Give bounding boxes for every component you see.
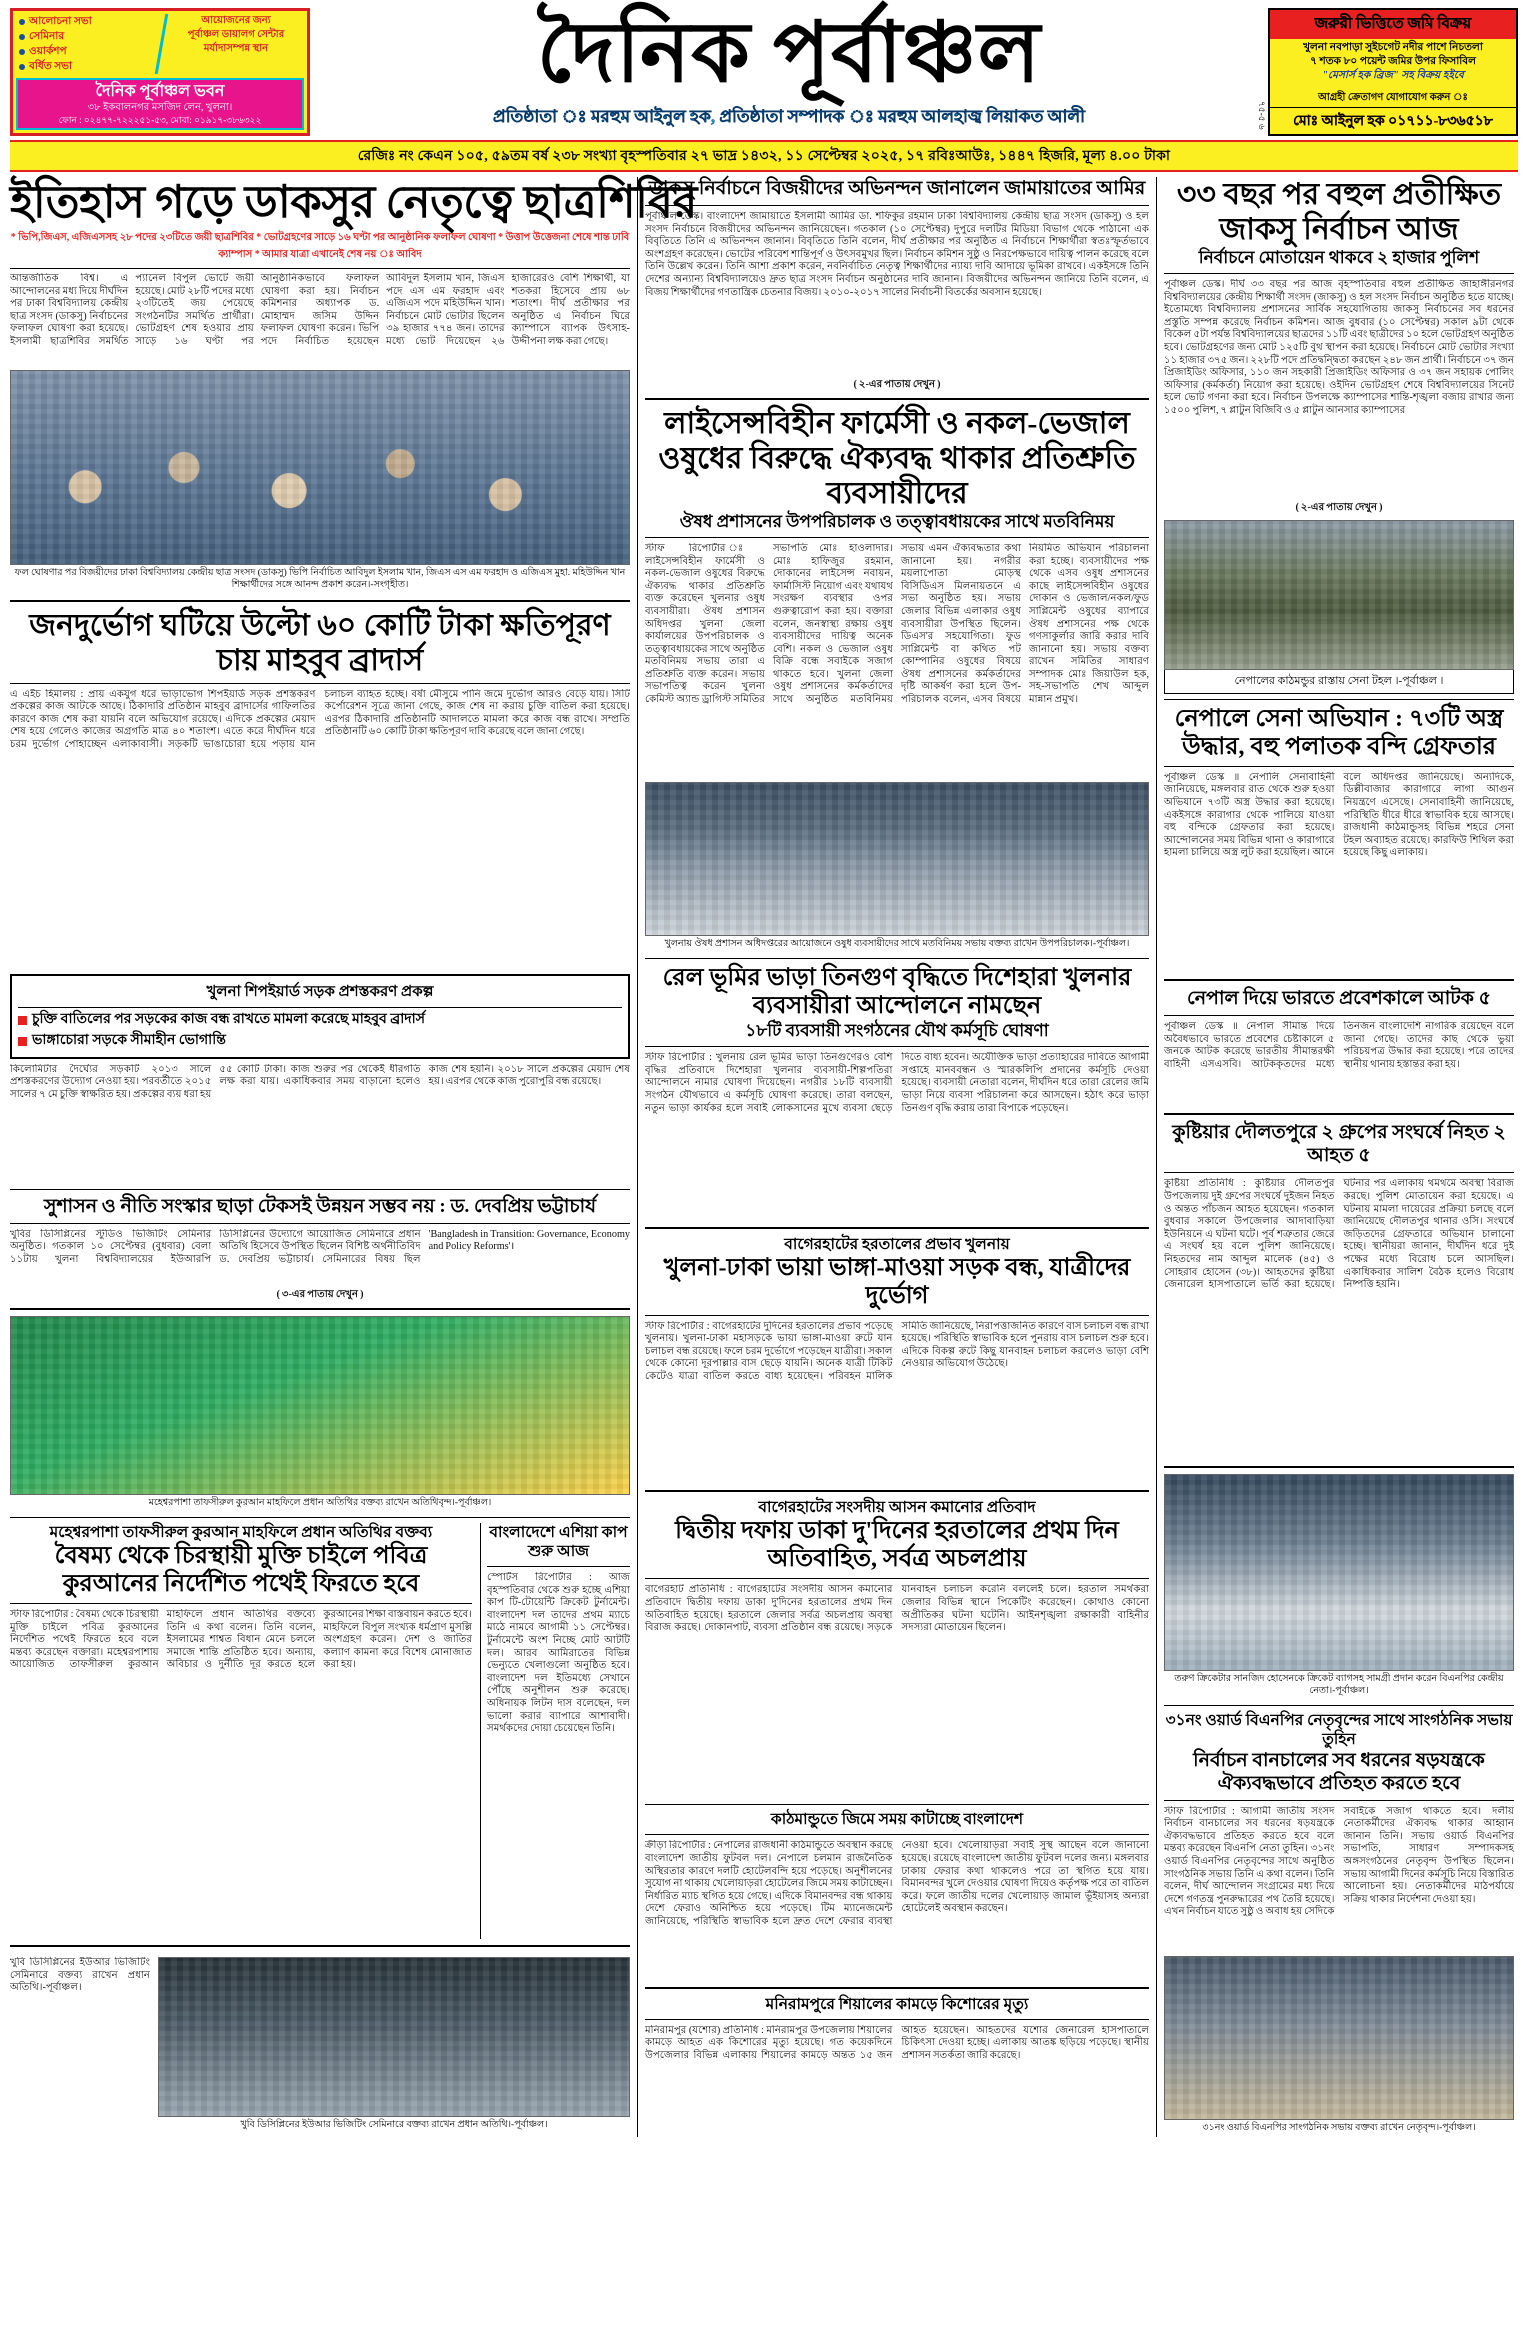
- lead-headline[interactable]: ইতিহাস গড়ে ডাকসুর নেতৃত্বে ছাত্রশিবির: [10, 177, 697, 227]
- divider: [645, 1578, 1149, 1579]
- jamaat-headline[interactable]: ডাকসু নির্বাচনে বিজয়ীদের অভিনন্দন জানালেন জামায়াতের আমির: [648, 178, 1146, 199]
- shipyard-bullet-box: [10, 974, 630, 1059]
- divider: [1164, 1800, 1514, 1801]
- hartal-headline[interactable]: দ্বিতীয় দফায় ডাকা দু'দিনের হরতালের প্রথম দিন অতিবাহিত, সর্বত্র অচলপ্রায়: [675, 1518, 1119, 1573]
- shipyard-bullet-label: চুক্তি বাতিলের পর সড়কের কাজ বন্ধ রাখতে মামলা করেছে মাহবুব ব্রাদার্স: [32, 1011, 425, 1027]
- jaksu-body: পূর্বাঞ্চল ডেস্ক। দীর্ঘ ৩৩ বছর পর আজ বৃহস্পতিবার বহুল প্রতীক্ষিত জাহাঙ্গীরনগর বিশ্ববিদ্যালয়ের কেন্দ্রীয় শিক্ষার্থী সংসদ (জাকসু) ও হল সংসদ নির্বাচন অনুষ্ঠিত হতে যাচ্ছে। ইতোমধ্যে বিশ্ববিদ্যালয় প্রশাসনের সার্বিক সহযোগিতায় জাকসু নির্বাচনের সব ধরনের প্রস্তুতি সম্পন্ন করেছে নির্বাচন কমিশন। আজ বুধবার (১০ সেপ্টেম্বর) সকাল ৯টা থেকে বিকেল ৫টা পর্যন্ত বিশ্ববিদ্যালয়ের ছাত্রদের ১১টি এবং ছাত্রীদের ১০ হলে ভোটগ্রহণ অনুষ্ঠিত হবে। ভোটগ্রহণের জন্য মোট ১২৫টি বুথ স্থাপন করা হয়েছে। নির্বাচনে মোট ভোটার সংখ্যা ১১ হাজার ৩৭৫ জন। ২২৮টি পদে প্রতিদ্বন্দ্বিতা করছেন ২৪৮ জন প্রার্থী। নির্বাচনে ৩৭ জন প্রিজাইডিং অফিসার, ১১০ জন সহকারী প্রিজাইডিং অফিসার ও ৩৭ জন সহায়ক পোলিং অফিসার (কর্মকর্তা) নিয়োগ করা হয়েছে। ওইদিন ভোটগ্রহণ শেষে বিশ্ববিদ্যালয়ের সিনেট হলে ভোট গণনা করা হবে। নির্বাচন উপলক্ষে ক্যাম্পাসের শান্তি-শৃঙ্খলা বজায় রাখার জন্য ১৫০০ পুলিশ, ৭ প্লাটুন বিজিবি ও ৫ প্লাটুন আনসার ক্যাম্পাসের: [1164, 279, 1514, 416]
- divider: [1164, 1015, 1514, 1016]
- shipyard-box-title: খুলনা শিপইয়ার্ড সড়ক প্রশস্তকরণ প্রকল্প: [18, 980, 622, 1008]
- jaksu-headline[interactable]: ৩৩ বছর পর বহুল প্রতীক্ষিত জাকসু নির্বাচন আজ: [1176, 178, 1502, 246]
- ad-left-building-phone: ফোন : ০২৪৭৭-৭২২২৫১-৫৩, মোবা: ০১৯১৭-৩৮৬৩২২: [58, 115, 262, 125]
- bhanga-headline[interactable]: খুলনা-ঢাকা ভায়া ভাঙ্গা-মাওয়া সড়ক বন্ধ, যাত্রীদের দুর্ভোগ: [663, 1254, 1131, 1309]
- square-bullet-icon: [18, 1016, 27, 1025]
- divider: [645, 537, 1149, 538]
- divider: [645, 398, 1149, 400]
- ad-left-line3: মর্যাদাসম্পন্ন স্থান: [203, 43, 269, 54]
- divider: [645, 2019, 1149, 2020]
- ad-bullet-item: [19, 59, 168, 74]
- column-left: [10, 177, 697, 2137]
- asiacup-headline[interactable]: বাংলাদেশে এশিয়া কাপ শুরু আজ: [489, 1524, 628, 1561]
- divider: [10, 1189, 630, 1190]
- ad-left-building-address: ৩৮ ইকবালনগর মসজিদ লেন, খুলনা।: [87, 102, 233, 113]
- divider: [1164, 1466, 1514, 1468]
- mahfil-photo-caption: মহেশ্বরপাশা তাফসীরুল কুরআন মাহফিলে প্রধান অতিথির বক্তব্য রাখেন অতিথিবৃন্দ।-পূর্বাঞ্চল।: [148, 1498, 492, 1509]
- khuba-seminar-photo: [158, 1957, 630, 2117]
- hartal-body: বাগেরহাট প্রতিনিধি : বাগেরহাটের সংসদীয় আসন কমানোর প্রতিবাদে দ্বিতীয় দফায় ডাকা দু'দিনের হরতালের প্রথম দিন অতিবাহিত হয়েছে। হরতালে জেলার সর্বত্র অচলপ্রায় অবস্থা বিরাজ করছে। দোকানপাট, ব্যবসা প্রতিষ্ঠান বন্ধ রয়েছে। সড়কে যানবাহন চলাচল করেনি বললেই চলে। হরতাল সমর্থকরা জেলার বিভিন্ন স্থানে পিকেটিং করেছেন। কোথাও কোনো অপ্রীতিকর ঘটনা ঘটেনি। আইনশৃঙ্খলা রক্ষাকারী বাহিনীর সদস্যরা মোতায়েন ছিলেন।: [645, 1584, 1149, 1634]
- lead-kicker: * ভিপি,জিএস, এজিএসসহ ২৮ পদের ২৩টিতে জয়ী ছাত্রশিবির * ভোটগ্রহণের সাড়ে ১৬ ঘণ্টা পর আনুষ্ঠানিক ফলাফল ঘোষণা * উত্তাপ উত্তেজনা শেষে শান্ত ঢাবি ক্যাম্পাস * আমার যাত্রা এখানেই শেষ নয় ঃ আবিদ: [10, 227, 630, 269]
- medicine-subheadline: ঔষধ প্রশাসনের উপপরিচালক ও তত্ত্বাবধায়কের সাথে মতবিনিময়: [679, 511, 1115, 531]
- ward-meeting-photo: [1164, 1956, 1514, 2120]
- bullet-dot-icon: [19, 34, 25, 40]
- ad-bullet-label: বর্ধিত সভা: [29, 61, 73, 72]
- divider: [1164, 979, 1514, 981]
- mahbub-body-2: কিলোমিটার দৈর্ঘ্যের সড়কটি ২০১৩ সালে প্রশস্তকরণের উদ্যোগ নেওয়া হয়। পরবর্তীতে ২০১৫ সালের ৭ মে চুক্তি স্বাক্ষরিত হয়। প্রকল্পের ব্যয় ধরা হয় ৫৫ কোটি টাকা। কাজ শুরুর পর থেকেই ধীরগতি লক্ষ করা যায়। একাধিকবার সময় বাড়ানো হলেও কাজ শেষ হয়নি। ২০১৮ সালে প্রকল্পের মেয়াদ শেষ হয়। এরপর থেকে কাজ পুরোপুরি বন্ধ রয়েছে।: [10, 1063, 630, 1100]
- shipyard-bullet-item: [18, 1011, 622, 1029]
- lead-photo-daksu-celebration: [10, 370, 630, 565]
- medicine-headline[interactable]: লাইসেন্সবিহীন ফার্মেসী ও নকল-ভেজাল ওষুধের বিরুদ্ধে ঐক্যবদ্ধ থাকার প্রতিশ্রুতি ব্যবসায়ীদের: [658, 406, 1136, 510]
- mahbub-headline[interactable]: জনদুর্ভোগ ঘটিয়ে উল্টো ৬০ কোটি টাকা ক্ষতিপূরণ চায় মাহবুব ব্রাদার্স: [29, 608, 611, 677]
- main-content: [10, 177, 1518, 2137]
- ad-bullet-item: [19, 29, 168, 44]
- bullet-dot-icon: [19, 49, 25, 55]
- ad-right-body: [1270, 39, 1516, 90]
- masthead-center: [316, 7, 1267, 136]
- ad-bullet-label: আলোচনা সভা: [29, 16, 92, 27]
- asiacup-body: স্পোর্টস রিপোর্টার : আজ বৃহস্পতিবার থেকে শুরু হচ্ছে এশিয়া কাপ টি-টোয়েন্টি ক্রিকেট টুর্নামেন্ট। বাংলাদেশ দল তাদের প্রথম ম্যাচে মাঠে নামবে আগামী ১১ সেপ্টেম্বর। টুর্নামেন্টে অংশ নিচ্ছে মোট আটটি দল। আরব আমিরাতের বিভিন্ন ভেন্যুতে খেলাগুলো অনুষ্ঠিত হবে। বাংলাদেশ দল ইতিমধ্যে সেখানে পৌঁছে অনুশীলন শুরু করেছে। অধিনায়ক লিটন দাস বলেছেন, দল ভালো করার ব্যাপারে আশাবাদী। সমর্থকদের দোয়া চেয়েছেন তিনি।: [487, 1572, 630, 1735]
- nepal-india-headline[interactable]: নেপাল দিয়ে ভারতে প্রবেশকালে আটক ৫: [1187, 988, 1491, 1010]
- jaksu-continued-note[interactable]: ( ২-এর পাতায় দেখুন ): [1295, 502, 1383, 514]
- divider: [645, 205, 1149, 206]
- jaksu-subheadline: নির্বাচনে মোতায়েন থাকবে ২ হাজার পুলিশ: [1198, 248, 1480, 267]
- ad-right-phone[interactable]: মোঃ আইনুল হক ০১৭১১-৮৩৬৫১৮: [1270, 107, 1516, 134]
- governance-continued-note[interactable]: ( ৩-এর পাতায় দেখুন ): [276, 1289, 364, 1301]
- lead-body: আন্তর্জাতিক বিশ্ব। এ আন্দোলনের মধ্য দিয়ে দীর্ঘদিন পর ঢাকা বিশ্ববিদ্যালয় কেন্দ্রীয় ছাত্র সংসদ (ডাকসু) নির্বাচনের ফলাফল ঘোষণা করা হয়েছে। ইসলামী ছাত্রশিবির সমর্থিত প্যানেল বিপুল ভোটে জয়ী হয়েছে। মোট ২৮টি পদের মধ্যে ২৩টিতেই জয় পেয়েছে সংগঠনটির সমর্থিত প্রার্থীরা। ভোটগ্রহণ শেষ হওয়ার প্রায় সাড়ে ১৬ ঘণ্টা পর আনুষ্ঠানিকভাবে ফলাফল ঘোষণা করা হয়। নির্বাচন কমিশনার অধ্যাপক ড. মোহাম্মদ জসিম উদ্দিন ফলাফল ঘোষণা করেন। ভিপি পদে নির্বাচিত হয়েছেন আবিদুল ইসলাম খান, জিএস পদে এস এম ফরহাদ এবং এজিএস পদে মহিউদ্দিন খান। নির্বাচনে মোট ভোটার ছিলেন ৩৯ হাজার ৭৭৪ জন। তাদের মধ্যে ভোট দিয়েছেন ২৬ হাজারেরও বেশি শিক্ষার্থী, যা শতকরা হিসেবে প্রায় ৬৮ শতাংশ। দীর্ঘ প্রতীক্ষার পর অনুষ্ঠিত এ নির্বাচন ঘিরে ক্যাম্পাসে ব্যাপক উৎসাহ-উদ্দীপনা লক্ষ করা গেছে।: [10, 273, 630, 347]
- divider: [645, 1227, 1149, 1229]
- divider: [1164, 1172, 1514, 1173]
- nepal-army-body: পূর্বাঞ্চল ডেস্ক ॥ নেপালি সেনাবাহিনী জানিয়েছে, মঙ্গলবার রাত থেকে শুরু হওয়া অভিযানে ৭৩টি অস্ত্র উদ্ধার করা হয়েছে। একইসঙ্গে কারাগার থেকে পালিয়ে যাওয়া বহু বন্দিকে গ্রেফতার করা হয়েছে। আন্দোলনের সময় বিভিন্ন থানা ও কারাগারে হামলা চালিয়ে অস্ত্র লুট করা হয়েছিল। আনে বলে অধিদপ্তর জানিয়েছে। অন্যদিকে, ডিল্লীবাজার কারাগারে লাগা আগুন নিয়ন্ত্রণে এসেছে। সেনাবাহিনী জানিয়েছে, পরিস্থিতি ধীরে ধীরে স্বাভাবিক হয়ে আসছে। রাজধানী কাঠমান্ডুসহ বিভিন্ন শহরে সেনা টহল অব্যাহত রয়েছে। কারফিউ শিথিল করা হয়েছে কিছু এলাকায়।: [1164, 771, 1514, 859]
- ad-left-building-box: [16, 78, 304, 130]
- divider: [645, 1315, 1149, 1316]
- divider: [645, 1834, 1149, 1835]
- khuba-photo-caption: খুবি ডিসিপ্লিনের ইউআর ভিজিটিং সেমিনারে বক্তব্য রাখেন প্রধান অতিথি।-পূর্বাঞ্চল।: [240, 2120, 548, 2131]
- ad-left-line2: পূর্বাঞ্চল ডায়ালগ সেন্টার: [187, 29, 285, 40]
- medicine-photo-caption: খুলনায় ঔষধ প্রশাসন অধিদপ্তরের আয়োজনে ওষুধ ব্যবসায়ীদের সাথে মতবিনিময় সভায় বক্তব্য রাখেন উপপরিচালক।-পূর্বাঞ্চল।: [664, 939, 1130, 950]
- ad-right-land-sale[interactable]: [1268, 8, 1518, 136]
- ad-left-line1: আয়োজনের জন্য: [201, 15, 271, 26]
- ad-right-band: জরুরী ভিত্তিতে জমি বিক্রয়: [1270, 10, 1516, 39]
- bhanga-body: স্টাফ রিপোর্টার : বাগেরহাটের দুদিনের হরতালের প্রভাব পড়েছে খুলনায়। খুলনা-ঢাকা মহাসড়কে ভায়া ভাঙ্গা-মাওয়া রুটে যান চলাচল বন্ধ রয়েছে। ফলে চরম দুর্ভোগে পড়েছেন যাত্রীরা। সকাল থেকে কোনো দূরপাল্লার বাস ছেড়ে যায়নি। অনেক যাত্রী টিকিট কেটেও যাত্রা বাতিল করতে বাধ্য হয়েছেন। পরিবহন মালিক সমিতি জানিয়েছে, নিরাপত্তাজনিত কারণে বাস চলাচল বন্ধ রাখা হয়েছে। পরিস্থিতি স্বাভাবিক হলে পুনরায় বাস চলাচল শুরু হবে। এদিকে বিকল্প রুটে কিছু যানবাহন চলাচল করলেও ভাড়া বেশি নেওয়ার অভিযোগ উঠেছে।: [645, 1320, 1149, 1382]
- divider: [1164, 699, 1514, 700]
- monipur-headline[interactable]: মনিরামপুরে শিয়ালের কামড়ে কিশোরের মৃত্যু: [765, 1995, 1029, 2013]
- monipur-body: মনিরামপুর (যশোর) প্রতিনিধি : মনিরামপুর উপজেলায় শিয়ালের কামড়ে আহত এক কিশোরের মৃত্যু হয়েছে। গত কয়েকদিনে উপজেলার বিভিন্ন এলাকায় শিয়ালের কামড়ে অন্তত ১৫ জন আহত হয়েছেন। আহতদের যশোর জেনারেল হাসপাতালে চিকিৎসা দেওয়া হচ্ছে। এলাকায় আতঙ্ক ছড়িয়ে পড়েছে। স্থানীয় প্রশাসন সতর্কতা জারি করেছে।: [645, 2024, 1149, 2061]
- masthead: [10, 8, 1518, 136]
- ad-right-contact: আগ্রহী ক্রেতাগণ যোগাযোগ করুন ঃ: [1318, 92, 1468, 103]
- rail-headline[interactable]: রেল ভূমির ভাড়া তিনগুণ বৃদ্ধিতে দিশেহারা খুলনার ব্যবসায়ীরা আন্দোলনে নামছেন: [662, 965, 1132, 1020]
- column-right: [1164, 177, 1514, 2137]
- kushtia-body: কুষ্টিয়া প্রতিনিধি : কুষ্টিয়ার দৌলতপুর উপজেলায় দুই গ্রুপের সংঘর্ষে দুইজন নিহত ও অন্তত পাঁচজন আহত হয়েছেন। গতকাল বুধবার সকালে উপজেলার আদাবাড়িয়া ইউনিয়নে এ ঘটনা ঘটে। পূর্ব শত্রুতার জেরে এ সংঘর্ষ হয় বলে পুলিশ জানিয়েছে। নিহতদের নাম আব্দুল মালেক (৪৫) ও সোহরাব হোসেন (৩৮)। আহতদের কুষ্টিয়া জেনারেল হাসপাতালে ভর্তি করা হয়েছে। ঘটনার পর এলাকায় থমথমে অবস্থা বিরাজ করছে। পুলিশ মোতায়েন করা হয়েছে। এ ঘটনায় মামলা দায়েরের প্রক্রিয়া চলছে বলে জানিয়েছে দৌলতপুর থানার ওসি। সংঘর্ষে জড়িতদের গ্রেফতারে অভিযান চালানো হচ্ছে। স্থানীয়রা জানান, দীর্ঘদিন ধরে দুই পক্ষের মধ্যে বিরোধ চলে আসছিল। একাধিকবার সালিশ বৈঠক হলেও বিরোধ নিষ্পত্তি হয়নি।: [1164, 1178, 1514, 1291]
- ad-left-top: [16, 14, 304, 76]
- divider: [10, 1517, 630, 1518]
- divider: [645, 958, 1149, 959]
- ward-headline[interactable]: ৩১নং ওয়ার্ড বিএনপির নেতৃবৃন্দের সাথে সাংগঠনিক সভায় তুহিন: [1165, 1711, 1513, 1748]
- rail-subheadline: ১৮টি ব্যবসায়ী সংগঠনের যৌথ কর্মসূচি ঘোষণা: [745, 1021, 1049, 1041]
- ad-right-line1: খুলনা নবপাড়া সুইচগেট নদীর পাশে নিচতলা: [1303, 42, 1483, 53]
- kushtia-headline[interactable]: কুষ্টিয়ার দৌলতপুরে ২ গ্রুপের সংঘর্ষে নিহত ২ আহত ৫: [1172, 1122, 1506, 1167]
- medicine-body: স্টাফ রিপোর্টার ঃ লাইসেন্সবিহীন ফার্মেসী ও নকল-ভেজাল ওষুধের বিরুদ্ধে ঐক্যবদ্ধ থাকার প্রতিশ্রুতি ব্যক্ত করেছেন খুলনার ওষুধ ব্যবসায়ীরা। ঔষধ প্রশাসন অধিদপ্তর খুলনা জেলা কার্যালয়ের উপপরিচালক ও তত্ত্বাবধায়কের সাথে অনুষ্ঠিত মতবিনিময় সভায় তারা এ প্রতিশ্রুতি ব্যক্ত করেন। সভায় সভাপতিত্ব করেন খুলনা কেমিস্ট অ্যান্ড ড্রাগিস্ট সমিতির সভাপতি মোঃ হাওলাদার। মোঃ হাফিজুর রহমান, দোকানের লাইসেন্স নবায়ন, ফার্মাসিস্ট নিয়োগ এবং যথাযথ সংরক্ষণ ব্যবস্থার ওপর গুরুত্বারোপ করা হয়। বক্তারা বলেন, জনস্বাস্থ্য রক্ষায় ওষুধ ব্যবসায়ীদের দায়িত্ব অনেক বেশি। নকল ও ভেজাল ওষুধ বিক্রি বন্ধে সবাইকে সজাগ থাকতে হবে। খুলনা জেলা ওষুধ প্রশাসনের কর্মকর্তাদের সাথে অনুষ্ঠিত মতবিনিময় সভায় এমন ঐক্যবদ্ধতার কথা জানানো হয়। নগরীর ময়লাপোতা মোড়স্থ বিসিডিএস মিলনায়তনে এ সভা অনুষ্ঠিত হয়। সভায় জেলার বিভিন্ন এলাকার ওষুধ ব্যবসায়ীরা উপস্থিত ছিলেন। ডিএস'র সহযোগিতা। ফুড সাপ্লিমেন্ট বা কথিত পট কোম্পানির ওষুধের বিষয়ে ঔষধ প্রশাসনের কর্মকর্তাদের দৃষ্টি আকর্ষণ করা হলে উপ-পরিচালক বলেন, এসব বিষয়ে নিয়মিত অভিযান পরিচালনা করা হচ্ছে। ব্যবসায়ীদের পক্ষ থেকে এসব ওষুধ প্রশাসনের কাছে লাইসেন্সবিহীন ওষুধের দোকান ও ভেজাল/নকল/ফুড সাপ্লিমেন্ট ওষুধের ব্যাপারে ঔষধ প্রশাসনের পক্ষ থেকে গণসাকুর্লার জারি করার দাবি জানানো হয়। সভায় বক্তব্য রাখেন সমিতির সাধারণ সম্পাদক মোঃ জিয়াউল হক, সহ-সভাপতি শেখ আব্দুল মান্নান প্রমুখ।: [645, 542, 1149, 706]
- bullet-dot-icon: [19, 64, 25, 70]
- khuba-side-body: খুবি ডিসিপ্লিনের ইউআর ভিজিটিং সেমিনারে বক্তব্য রাখেন প্রধান অতিথি।-পূর্বাঞ্চল।: [10, 1957, 150, 1994]
- medicine-meeting-photo: [645, 782, 1149, 936]
- rail-body: স্টাফ রিপোর্টার : খুলনায় রেল ভূমির ভাড়া তিনগুণেরও বেশি বৃদ্ধির প্রতিবাদে দিশেহারা খুলনার ব্যবসায়ী-শিল্পপতিরা আন্দোলনে নামার ঘোষণা দিয়েছেন। নগরীর ১৮টি ব্যবসায়ী সংগঠন যৌথভাবে এ কর্মসূচি ঘোষণা করেছে। তারা বলছেন, নতুন ভাড়া কার্যকর হলে সবাই লোকসানের মুখে ব্যবসা ছেড়ে দিতে বাধ্য হবেন। অযৌক্তিক ভাড়া প্রত্যাহারের দাবিতে আগামী সপ্তাহে মানববন্ধন ও স্মারকলিপি প্রদানের কর্মসূচি দেওয়া হয়েছে। ব্যবসায়ী নেতারা বলেন, দীর্ঘদিন ধরে তারা রেলের জমি ভাড়া নিয়ে ব্যবসা পরিচালনা করে আসছেন। হঠাৎ করে ভাড়া তিনগুণ বৃদ্ধি করায় তারা বিপাকে পড়েছেন।: [645, 1052, 1149, 1114]
- ward-photo-caption: ৩১নং ওয়ার্ড বিএনপির সাংগঠনিক সভায় বক্তব্য রাখেন নেতৃবৃন্দ।-পূর্বাঞ্চল।: [1202, 2122, 1476, 2133]
- divider: [10, 683, 630, 684]
- divider: [10, 600, 630, 602]
- ad-left-dialogue-center[interactable]: [10, 8, 310, 136]
- governance-headline[interactable]: সুশাসন ও নীতি সংস্কার ছাড়া টেকসই উন্নয়ন সম্ভব নয় : ড. দেবপ্রিয় ভট্টাচার্য: [43, 1195, 597, 1217]
- divider: [645, 1490, 1149, 1492]
- jamaat-body: পূর্বাঞ্চল ডেস্ক। বাংলাদেশ জামায়াতে ইসলামী আমির ডা. শফিকুর রহমান ঢাকা বিশ্ববিদ্যালয় কেন্দ্রীয় ছাত্র সংসদ (ডাকসু) ও হল সংসদ নির্বাচনে বিজয়ীদের অভিনন্দন জানিয়েছেন। গতকাল (১০ সেপ্টেম্বর) দুপুরে দলটির মিডিয়া বিভাগ থেকে পাঠানো এক বিবৃতিতে তিনি এ অভিনন্দন জানান। বিবৃতিতে তিনি বলেন, দীর্ঘ প্রতীক্ষার পর অনুষ্ঠিত এ নির্বাচনে শিক্ষার্থীরা স্বতঃস্ফূর্তভাবে অংশগ্রহণ করেছেন। ভোটের পরিবেশ শান্তিপূর্ণ ও উৎসবমুখর ছিল। নির্বাচন কমিশন সুষ্ঠু ও নিরপেক্ষভাবে দায়িত্ব পালন করেছে বলে তিনি উল্লেখ করেন। তিনি আশা প্রকাশ করেন, নবনির্বাচিত নেতৃত্ব শিক্ষার্থীদের ন্যায্য দাবি আদায়ে ভূমিকা রাখবে। একইসঙ্গে তিনি দেশের অন্যান্য বিশ্ববিদ্যালয়েও দ্রুত ছাত্র সংসদ নির্বাচন অনুষ্ঠানের দাবি জানান। বিজয়ীদের অভিনন্দন জানিয়ে তিনি বলেন, এ বিজয় শিক্ষার্থীদের গণতান্ত্রিক চেতনার বিজয়। ২০১০-২০১৭ সালের নির্বাচনী বিতর্কের অবসান হয়েছে।: [645, 211, 1149, 298]
- ad-left-right-column: [168, 14, 304, 76]
- ad-right-line2: ৭ শতক ৮০ পয়েন্ট জমির উপর ফিসাবিল: [1310, 56, 1476, 67]
- founder-line: প্রতিষ্ঠাতা ঃ মরহুম আইনুল হক, প্রতিষ্ঠাতা সম্পাদক ঃ মরহুম আলহাজ্ব লিয়াকত আলী: [493, 107, 1085, 126]
- divider: [645, 1804, 1149, 1805]
- ad-bullet-item: [19, 44, 168, 59]
- jamaat-continued-note[interactable]: ( ২-এর পাতায় দেখুন ): [853, 379, 941, 391]
- divider: [10, 1308, 630, 1310]
- kathmandu-body: ক্রীড়া রিপোর্টার : নেপালের রাজধানী কাঠমান্ডুতে অবস্থান করছে বাংলাদেশ জাতীয় ফুটবল দল। নেপালে চলমান রাজনৈতিক অস্থিরতার কারণে দলটি হোটেলবন্দি হয়ে পড়েছে। অনুশীলনের সুযোগ না থাকায় খেলোয়াড়রা হোটেলের জিমে সময় কাটাচ্ছেন। নির্ধারিত ম্যাচ স্থগিত হয়ে গেছে। এদিকে বিমানবন্দর বন্ধ থাকায় দেশে ফেরাও অনিশ্চিত হয়ে পড়েছে। টিম ম্যানেজমেন্ট জানিয়েছে, পরিস্থিতি স্বাভাবিক হলে দ্রুত দেশে ফেরার ব্যবস্থা নেওয়া হবে। খেলোয়াড়রা সবাই সুস্থ আছেন বলে জানানো হয়েছে। রয়েছে বাংলাদেশ জাতীয় ফুটবল দলের জন্য। মঙ্গলবার ঢাকায় ফেরার কথা থাকলেও পরে তা স্থগিত হয়ে যায়। বিমানবন্দর খুলে দেওয়ার ঘোষণা দিয়েও কর্তৃপক্ষ পরে তা বাতিল করে। ফলে জাতীয় দলের খেলোয়াড় জামাল ভূঁইয়াসহ অন্যরা হোটেলেই অবস্থান করছেন।: [645, 1840, 1149, 1928]
- registration-date-bar: রেজিঃ নং কেএন ১০৫, ৫৯তম বর্ষ ২৩৮ সংখ্যা বৃহস্পতিবার ২৭ ভাদ্র ১৪৩২, ১১ সেপ্টেম্বর ২০২৫, ১৭ রবিঃআউঃ, ১৪৪৭ হিজরি, মূল্য ৪.০০ টাকা: [10, 140, 1518, 172]
- kathmandu-headline[interactable]: কাঠমান্ডুতে জিমে সময় কাটাচ্ছে বাংলাদেশ: [770, 1811, 1024, 1829]
- issue-stamp: ৭৫-৫ ৬: [1257, 101, 1267, 130]
- divider: [1164, 1705, 1514, 1706]
- kurban-kicker: মহেশ্বরপাশা তাফসীরুল কুরআন মাহফিলে প্রধান অতিথির বক্তব্য: [49, 1524, 433, 1542]
- ad-bullet-label: সেমিনার: [29, 31, 65, 42]
- cricket-handover-photo: [1164, 1474, 1514, 1671]
- divider: [10, 1945, 630, 1947]
- kurban-headline[interactable]: বৈষম্য থেকে চিরস্থায়ী মুক্তি চাইলে পবিত্র কুরআনের নির্দেশিত পথেই ফিরতে হবে: [54, 1543, 428, 1598]
- governance-body: খুবির ডিসিপ্লিনের স্টুডিও ভিজিটিং সেমিনার অনুষ্ঠিত। গতকাল ১০ সেপ্টেম্বর (বুধবার) বেলা ১১টায় খুলনা বিশ্ববিদ্যালয়ের ইউআরপি ডিসিপ্লিনের উদ্যোগে আয়োজিত সেমিনারে প্রধান অতিথি হিসেবে উপস্থিত ছিলেন বিশিষ্ট অর্থনীতিবিদ ড. দেবপ্রিয় ভট্টাচার্য। সেমিনারের বিষয় ছিল 'Bangladesh in Transition: Governance, Economy and Policy Reforms'।: [10, 1228, 630, 1265]
- cricket-photo-caption: তরুণ ক্রিকেটার সানজিদ হোসেনকে ক্রিকেট ব্যাগসহ সামগ্রী প্রদান করেন বিএনপির কেন্দ্রীয় নেতা।-পূর্বাঞ্চল।: [1174, 1673, 1504, 1696]
- square-bullet-icon: [18, 1037, 27, 1046]
- mahbub-body: এ এইচ হিমালয় : প্রায় একযুগ ধরে ভাড়াভোগ শিপইয়ার্ড সড়ক প্রশস্তকরণ প্রকল্পের কাজ আটকে আছে। ঠিকাদারি প্রতিষ্ঠান মাহবুব ব্রাদার্সের গাফিলতির কারণে কাজ শেষ করা যায়নি বলে অভিযোগ রয়েছে। এদিকে প্রকল্পের মেয়াদ শেষ হয়ে গেলেও কাজের অগ্রগতি মাত্র ৪০ শতাংশ। এতে করে দীর্ঘদিন ধরে চরম দুর্ভোগ পোহাচ্ছেন এলাকাবাসী। সড়কটি ভাঙাচোরা হয়ে পড়ায় যান চলাচল ব্যাহত হচ্ছে। বর্ষা মৌসুমে পানি জমে দুর্ভোগ আরও বেড়ে যায়। সিটি কর্পোরেশন সূত্রে জানা গেছে, কাজ শেষ না করায় চুক্তি বাতিল করা হয়েছে। এরপর ঠিকাদারি প্রতিষ্ঠানটি আদালতে মামলা করে কাজ বন্ধ রাখে। সম্প্রতি প্রতিষ্ঠানটি ৬০ কোটি টাকা ক্ষতিপূরণ দাবি করেছে বলে জানা গেছে।: [10, 688, 630, 750]
- column-center: [637, 177, 1157, 2137]
- nepal-army-truck-photo: [1164, 520, 1514, 670]
- divider: [10, 1223, 630, 1224]
- divider: [645, 1046, 1149, 1047]
- kurban-body: স্টাফ রিপোর্টার : বৈষম্য থেকে চিরস্থায়ী মুক্তি চাইলে পবিত্র কুরআনের নির্দেশিত পথেই ফিরতে হবে বলে মন্তব্য করেছেন বক্তারা। মহেশ্বরপাশায় আয়োজিত তাফসীরুল কুরআন মাহফিলে প্রধান অতিথির বক্তব্যে তিনি এ কথা বলেন। তিনি বলেন, ইসলামের শাশ্বত বিধান মেনে চললে সমাজে শান্তি প্রতিষ্ঠিত হবে। অন্যায়, অবিচার ও দুর্নীতি দূর করতে হলে কুরআনের শিক্ষা বাস্তবায়ন করতে হবে। মাহফিলে বিপুল সংখ্যক ধর্মপ্রাণ মুসল্লি অংশগ্রহণ করেন। দেশ ও জাতির কল্যাণ কামনা করে বিশেষ মোনাজাত করা হয়।: [10, 1609, 472, 1671]
- shipyard-bullet-label: ভাঙ্গাচোরা সড়কে সীমাহীন ভোগান্তি: [32, 1032, 226, 1048]
- paper-title: দৈনিক পূর্বাঞ্চল: [536, 7, 1042, 100]
- ward-subheadline: নির্বাচন বানচালের সব ধরনের ষড়যন্ত্রকে ঐক্যবদ্ধভাবে প্রতিহত করতে হবে: [1193, 1749, 1485, 1794]
- divider: [1164, 1113, 1514, 1115]
- divider: [487, 1566, 630, 1567]
- mahfil-photo: [10, 1316, 630, 1495]
- ad-left-building-title: দৈনিক পূর্বাঞ্চল ভবন: [95, 83, 225, 100]
- ward-body: স্টাফ রিপোর্টার : আগামী জাতীয় সংসদ নির্বাচন বানচালের সব ধরনের ষড়যন্ত্রকে ঐক্যবদ্ধভাবে প্রতিহত করতে হবে বলে মন্তব্য করেছেন বিএনপি নেতা তুহিন। ৩১নং ওয়ার্ড বিএনপির নেতৃবৃন্দের সাথে অনুষ্ঠিত সাংগঠনিক সভায় তিনি এ কথা বলেন। তিনি বলেন, দীর্ঘ আন্দোলন সংগ্রামের মধ্য দিয়ে দেশে গণতন্ত্র পুনরুদ্ধারের পথ তৈরি হয়েছে। এখন নির্বাচন যাতে সুষ্ঠু ও অবাধ হয় সেদিকে সবাইকে সজাগ থাকতে হবে। দলীয় নেতাকর্মীদের ঐক্যবদ্ধ থাকার আহ্বান জানান তিনি। সভায় ওয়ার্ড বিএনপির সভাপতি, সাধারণ সম্পাদকসহ অঙ্গসংগঠনের নেতৃবৃন্দ উপস্থিত ছিলেন। সভায় আগামী দিনের কর্মসূচি নিয়ে বিস্তারিত আলোচনা হয়। নেতাকর্মীদের মাঠপর্যায়ে সক্রিয় থাকার নির্দেশনা দেওয়া হয়।: [1164, 1805, 1514, 1918]
- divider: [1164, 273, 1514, 274]
- ad-left-bullet-list: [16, 14, 168, 76]
- nepal-photo-caption: নেপালের কাঠমন্ডুর রাস্তায় সেনা টহল ।-পূর্বাঞ্চল ।: [1164, 670, 1514, 694]
- divider: [645, 1987, 1149, 1989]
- nepal-army-headline[interactable]: নেপালে সেনা অভিযান : ৭৩টি অস্ত্র উদ্ধার, বহু পলাতক বন্দি গ্রেফতার: [1174, 705, 1504, 760]
- lead-photo-caption: ফল ঘোষণার পর বিজয়ীদের ঢাকা বিশ্ববিদ্যালয় কেন্দ্রীয় ছাত্র সংসদ (ডাকসু) ভিপি নির্বাচিত আবিদুল ইসলাম খান, জিএস এস এম ফরহাদ ও এজিএস মুহা. মহিউদ্দিন খান শিক্ষার্থীদের সঙ্গে আনন্দ প্রকাশ করেন।-সংগৃহীত।: [14, 567, 626, 590]
- nepal-india-body: পূর্বাঞ্চল ডেস্ক ॥ নেপাল সীমান্ত দিয়ে অবৈধভাবে ভারতে প্রবেশের চেষ্টাকালে ৫ জনকে আটক করেছে ভারতীয় সীমান্তরক্ষী বাহিনী এসএসবি। আটককৃতদের মধ্যে তিনজন বাংলাদেশি নাগরিক রয়েছেন বলে জানা গেছে। তাদের কাছ থেকে ভুয়া পরিচয়পত্র উদ্ধার করা হয়েছে। পরে তাদের স্থানীয় থানায় হস্তান্তর করা হয়।: [1164, 1021, 1514, 1071]
- shipyard-bullet-item: [18, 1032, 622, 1050]
- ad-bullet-label: ওয়ার্কশপ: [29, 46, 67, 57]
- bhanga-kicker: বাগেরহাটের হরতালের প্রভাব খুলনায়: [784, 1235, 1010, 1253]
- ad-bullet-item: [19, 14, 168, 29]
- hartal-kicker: বাগেরহাটের সংসদীয় আসন কমানোর প্রতিবাদ: [758, 1499, 1036, 1517]
- ad-right-line3: "মেসার্স হক ব্রিজ" সহ বিক্রয় হইবে: [1322, 70, 1464, 81]
- divider: [1164, 766, 1514, 767]
- divider: [10, 1603, 472, 1604]
- bullet-dot-icon: [19, 19, 25, 25]
